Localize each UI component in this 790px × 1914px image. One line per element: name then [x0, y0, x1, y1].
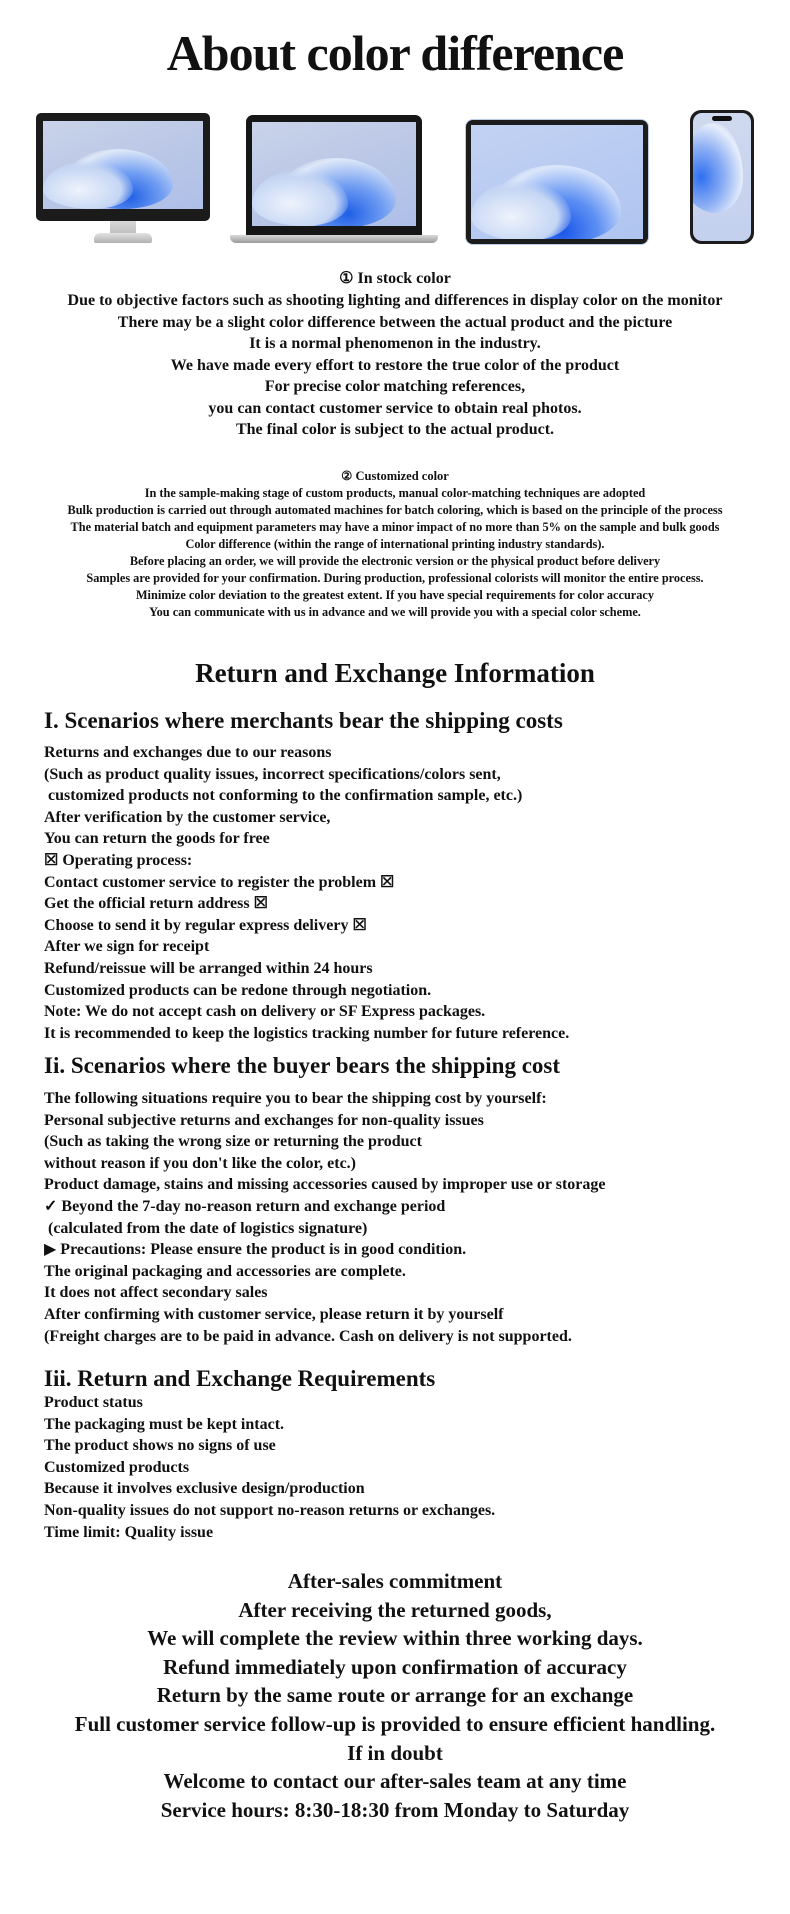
in-stock-heading: ① In stock color	[339, 270, 451, 287]
in-stock-line: It is a normal phenomenon in the industry.	[249, 335, 541, 352]
section-1-line: Contact customer service to register the problem ☒	[44, 873, 395, 891]
after-sales-line: Welcome to contact our after-sales team at any time	[163, 1769, 627, 1794]
customized-line: Color difference (within the range of international printing industry standards).	[185, 537, 605, 551]
return-section-title: Return and Exchange Information	[195, 658, 595, 688]
section-2-line: After confirming with customer service, please return it by yourself	[44, 1305, 504, 1323]
in-stock-line: For precise color matching references,	[264, 378, 526, 395]
after-sales-commitment	[0, 1567, 790, 1824]
after-sales-line: Refund immediately upon confirmation of accuracy	[163, 1654, 627, 1679]
customized-line: You can communicate with us in advance and we will provide you with a special color scheme.	[149, 605, 641, 619]
section-2-line: (Freight charges are to be paid in advance. Cash on delivery is not supported.	[44, 1327, 572, 1345]
section-2-line: (calculated from the date of logistics signature)	[44, 1219, 368, 1237]
section-3-line: Product status	[44, 1394, 143, 1411]
section-3-line: Because it involves exclusive design/production	[44, 1480, 365, 1498]
section-1-line: It is recommended to keep the logistics tracking number for future reference.	[44, 1024, 570, 1042]
section-1-line: Get the official return address ☒	[44, 895, 268, 913]
section-2-line: ▶ Precautions: Please ensure the product is in good condition.	[44, 1241, 467, 1259]
section-3-line: Non-quality issues do not support no-reason returns or exchanges.	[44, 1501, 496, 1519]
desktop-monitor-image	[36, 113, 210, 247]
customized-line: Before placing an order, we will provide the electronic version or the physical product before delivery	[129, 554, 661, 568]
customized-line: The material batch and equipment parameters may have a minor impact of no more than 5% on the sample and bulk goods	[70, 520, 720, 534]
customized-line: Bulk production is carried out through automated machines for batch coloring, which is based on the principle of the process	[67, 503, 723, 517]
section-1-line: Returns and exchanges due to our reasons	[44, 744, 332, 761]
section-1-line: After verification by the customer service,	[44, 808, 331, 826]
section-1-line: After we sign for receipt	[44, 938, 210, 956]
laptop-image	[228, 113, 438, 247]
section-1-line: Note: We do not accept cash on delivery or SF Express packages.	[44, 1003, 486, 1021]
section-3-heading: Iii. Return and Exchange Requirements	[44, 1366, 436, 1391]
section-2-line: It does not affect secondary sales	[44, 1284, 268, 1302]
after-sales-line: If in doubt	[347, 1740, 443, 1765]
section-2-line: Personal subjective returns and exchanges for non-quality issues	[44, 1111, 484, 1129]
customized-heading: ② Customized color	[341, 469, 449, 483]
in-stock-line: The final color is subject to the actual product.	[235, 421, 555, 438]
section-2-line: Product damage, stains and missing accessories caused by improper use or storage	[44, 1176, 606, 1194]
customized-text	[0, 485, 790, 621]
section-1-line: ☒ Operating process:	[44, 851, 193, 869]
section-3-line: The product shows no signs of use	[44, 1437, 276, 1455]
section-2-line: without reason if you don't like the color, etc.)	[44, 1154, 356, 1172]
section-1-line: Choose to send it by regular express delivery ☒	[44, 916, 367, 934]
after-sales-line: Full customer service follow-up is provided to ensure efficient handling.	[74, 1711, 716, 1736]
section-1-line: Refund/reissue will be arranged within 24 hours	[44, 959, 373, 977]
section-2-text	[44, 1088, 605, 1347]
section-1-line: (Such as product quality issues, incorrect specifications/colors sent,	[44, 765, 501, 783]
section-2-line: ✓ Beyond the 7-day no-reason return and exchange period	[44, 1197, 446, 1215]
section-2-heading: Ii. Scenarios where the buyer bears the shipping cost	[44, 1053, 561, 1078]
section-2-line: The following situations require you to bear the shipping cost by yourself:	[44, 1090, 547, 1107]
page-title: About color difference	[166, 25, 624, 81]
after-sales-line: We will complete the review within three working days.	[147, 1626, 643, 1651]
in-stock-text	[0, 290, 790, 441]
section-2-line: (Such as taking the wrong size or returning the product	[44, 1133, 422, 1151]
section-3-line: The packaging must be kept intact.	[44, 1415, 285, 1433]
customized-line: In the sample-making stage of custom products, manual color-matching techniques are adopted	[144, 486, 646, 500]
section-1-line: customized products not conforming to the confirmation sample, etc.)	[44, 787, 523, 805]
section-1-heading: I. Scenarios where merchants bear the shipping costs	[44, 708, 563, 733]
section-3-line: Customized products	[44, 1458, 190, 1476]
section-3-text	[44, 1392, 495, 1543]
tablet-image	[466, 120, 648, 244]
section-2-line: The original packaging and accessories are complete.	[44, 1262, 406, 1280]
section-1-line: You can return the goods for free	[44, 830, 270, 848]
after-sales-line: Return by the same route or arrange for an exchange	[156, 1683, 634, 1708]
after-sales-heading: After-sales commitment	[287, 1569, 503, 1593]
section-1-text	[44, 742, 569, 1044]
smartphone-image	[690, 110, 754, 244]
after-sales-line: After receiving the returned goods,	[238, 1597, 552, 1622]
in-stock-line: you can contact customer service to obtain real photos.	[208, 399, 582, 417]
customized-line: Samples are provided for your confirmation. During production, professional colorists will monitor the entire process.	[86, 571, 704, 585]
service-hours: Service hours: 8:30-18:30 from Monday to Saturday	[160, 1797, 630, 1822]
section-3-line: Time limit: Quality issue	[44, 1523, 214, 1541]
customized-line: Minimize color deviation to the greatest extent. If you have special requirements for color accuracy	[135, 588, 655, 602]
section-1-line: Customized products can be redone through negotiation.	[44, 981, 432, 999]
in-stock-line: There may be a slight color difference between the actual product and the picture	[117, 313, 673, 331]
in-stock-line: Due to objective factors such as shooting lighting and differences in display color on the monitor	[67, 292, 723, 309]
in-stock-line: We have made every effort to restore the true color of the product	[170, 356, 620, 374]
